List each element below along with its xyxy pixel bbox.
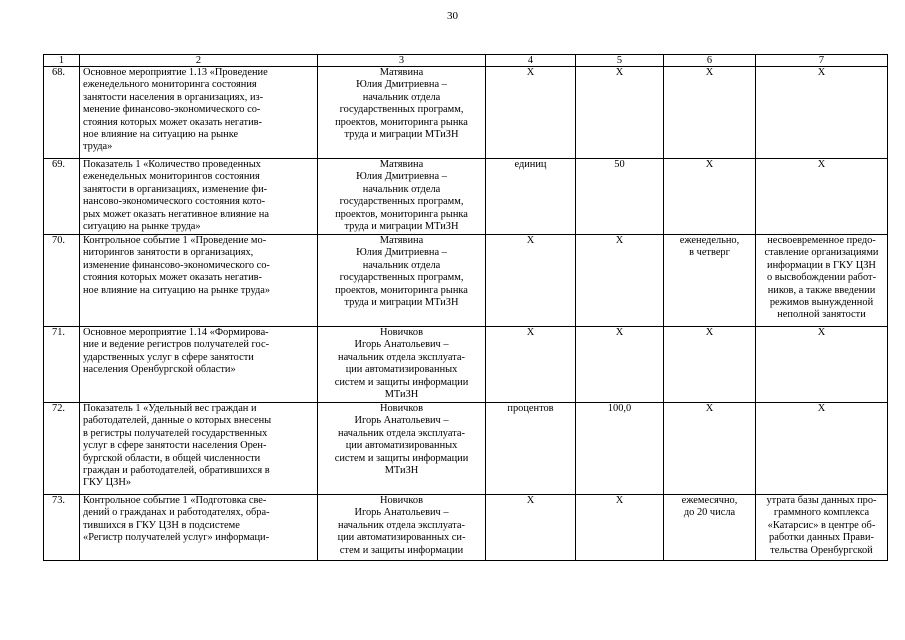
row-number: 68.	[44, 67, 80, 159]
responsible-person-cell	[318, 235, 486, 327]
responsible-person-line: труда и миграции МТиЗН	[344, 297, 459, 309]
responsible-person-line: Новичков	[379, 495, 423, 506]
deadline-line: Х	[705, 159, 714, 170]
measure-name-line: ное влияние на ситуацию на рынке труда»	[83, 284, 271, 296]
responsible-person-line: ции автоматизированных си-	[337, 532, 466, 544]
measure-name-line: стояния которых может оказать негатив-	[83, 116, 263, 128]
responsible-person-line: государственных программ,	[339, 272, 464, 284]
deadline-cell	[664, 495, 756, 561]
responsible-person-line: проектов, мониторинга рынка	[335, 116, 468, 128]
responsible-person-cell	[318, 403, 486, 495]
risk-line: Х	[817, 403, 826, 414]
table-row	[44, 495, 888, 561]
measure-name-line: Показатель 1 «Количество проведенных	[83, 159, 261, 170]
value-cell: Х	[576, 495, 664, 561]
risk-cell	[756, 403, 888, 495]
measure-name-line: нансово-экономического состояния кото-	[83, 196, 266, 208]
table-row	[44, 327, 888, 403]
responsible-person-line: начальник отдела	[362, 91, 441, 103]
deadline-line: до 20 числа	[683, 507, 736, 519]
risk-line: Х	[817, 67, 826, 78]
row-number: 71.	[44, 327, 80, 403]
risk-line: о высвобождении работ-	[766, 272, 877, 284]
responsible-person-line: МТиЗН	[384, 389, 419, 401]
responsible-person-line: Юлия Дмитриевна –	[356, 79, 447, 91]
responsible-person-cell	[318, 159, 486, 235]
risk-line: ставление организациями	[764, 247, 879, 259]
responsible-person-line: начальник отдела	[362, 183, 441, 195]
table-row	[44, 235, 888, 327]
deadline-cell	[664, 403, 756, 495]
measure-name-line: тившихся в ГКУ ЦЗН в подсистеме	[83, 519, 240, 531]
measure-name-line: еженедельных мониторингов состояния	[83, 171, 260, 183]
risk-line: неполной занятости	[777, 309, 866, 321]
risk-line: режимов вынужденной	[769, 297, 874, 309]
risk-cell	[756, 327, 888, 403]
header-col-4: 4	[486, 55, 576, 67]
responsible-person-line: Новичков	[379, 403, 423, 414]
measure-name-cell	[80, 235, 318, 327]
responsible-person-line: труда и миграции МТиЗН	[344, 129, 459, 141]
measure-name-cell	[80, 159, 318, 235]
value-cell: Х	[576, 67, 664, 159]
responsible-person-line: ции автоматизированных	[345, 440, 458, 452]
risk-line: Х	[817, 327, 826, 338]
deadline-cell	[664, 159, 756, 235]
deadline-line: в четверг	[689, 247, 730, 259]
measure-name-cell	[80, 495, 318, 561]
measure-name-line: Контрольное событие 1 «Проведение мо-	[83, 235, 267, 246]
measure-name-cell	[80, 403, 318, 495]
measure-name-line: работодателей, данные о которых внесены	[83, 415, 272, 427]
responsible-person-line: труда и миграции МТиЗН	[344, 221, 459, 233]
responsible-person-line: ции автоматизированных	[345, 364, 458, 376]
deadline-line: еженедельно,	[679, 235, 740, 246]
responsible-person-line: Новичков	[379, 327, 423, 338]
value-cell: 50	[576, 159, 664, 235]
risk-line: несвоевременное предо-	[767, 235, 876, 246]
deadline-line: Х	[705, 327, 714, 338]
risk-line: утрата базы данных про-	[766, 495, 877, 506]
risk-cell	[756, 159, 888, 235]
row-number: 72.	[44, 403, 80, 495]
measure-name-line: Контрольное событие 1 «Подготовка све-	[83, 495, 267, 506]
risk-line: ников, а также введении	[767, 284, 876, 296]
value-cell: Х	[576, 327, 664, 403]
responsible-person-line: Игорь Анатольевич –	[354, 339, 449, 351]
responsible-person-line: Игорь Анатольевич –	[354, 507, 449, 519]
responsible-person-line: Матявина	[379, 235, 424, 246]
responsible-person-cell	[318, 67, 486, 159]
responsible-person-line: проектов, мониторинга рынка	[335, 208, 468, 220]
risk-line: информации в ГКУ ЦЗН	[767, 259, 876, 271]
measure-name-line: занятости в организациях, изменение фи-	[83, 183, 268, 195]
table-row	[44, 159, 888, 235]
risk-cell	[756, 495, 888, 561]
header-col-2: 2	[80, 55, 318, 67]
unit-cell: процентов	[486, 403, 576, 495]
measure-name-line: ударственных услуг в сфере занятости	[83, 351, 254, 363]
measures-table	[43, 54, 888, 561]
value-cell: 100,0	[576, 403, 664, 495]
responsible-person-line: Юлия Дмитриевна –	[356, 247, 447, 259]
responsible-person-line: Матявина	[379, 67, 424, 78]
responsible-person-line: Юлия Дмитриевна –	[356, 171, 447, 183]
deadline-line: Х	[705, 403, 714, 414]
table-row	[44, 67, 888, 159]
risk-line: «Катарсис» в центре об-	[767, 519, 876, 531]
measure-name-line: ситуацию на рынке труда»	[83, 221, 201, 233]
measure-name-line: Основное мероприятие 1.14 «Формирова-	[83, 327, 269, 338]
measure-name-line: услуг в сфере занятости населения Орен-	[83, 440, 267, 452]
responsible-person-cell	[318, 327, 486, 403]
deadline-line: ежемесячно,	[681, 495, 738, 506]
deadline-cell	[664, 67, 756, 159]
header-col-1: 1	[44, 55, 80, 67]
risk-cell	[756, 235, 888, 327]
measure-name-line: стояния которых может оказать негатив-	[83, 272, 263, 284]
responsible-person-line: начальник отдела эксплуата-	[338, 427, 465, 439]
measure-name-line: труда»	[83, 141, 113, 153]
measure-name-line: рых может оказать негативное влияние на	[83, 208, 269, 220]
header-row	[44, 55, 888, 67]
measure-name-line: занятости населения в организациях, из-	[83, 91, 264, 103]
unit-cell: Х	[486, 235, 576, 327]
responsible-person-line: систем и защиты информации	[334, 452, 469, 464]
responsible-person-line: Матявина	[379, 159, 424, 170]
responsible-person-line: проектов, мониторинга рынка	[335, 284, 468, 296]
responsible-person-line: Игорь Анатольевич –	[354, 415, 449, 427]
measure-name-line: ние и ведение регистров получателей гос-	[83, 339, 270, 351]
header-col-7: 7	[756, 55, 888, 67]
responsible-person-line: начальник отдела эксплуата-	[338, 351, 465, 363]
deadline-cell	[664, 327, 756, 403]
measure-name-line: ниторингов занятости в организациях,	[83, 247, 254, 259]
measure-name-line: дений о гражданах и работодателях, обра-	[83, 507, 270, 519]
row-number: 70.	[44, 235, 80, 327]
value-cell: Х	[576, 235, 664, 327]
deadline-line: Х	[705, 67, 714, 78]
table-row	[44, 403, 888, 495]
measure-name-line: «Регистр получателей услуг» информаци-	[83, 532, 270, 544]
measure-name-line: в регистры получателей государственных	[83, 427, 268, 439]
header-col-6: 6	[664, 55, 756, 67]
measure-name-cell	[80, 67, 318, 159]
responsible-person-line: систем и защиты информации	[334, 376, 469, 388]
measure-name-line: менение финансово-экономического со-	[83, 104, 261, 116]
risk-cell	[756, 67, 888, 159]
measure-name-line: Основное мероприятие 1.13 «Проведение	[83, 67, 268, 78]
header-col-3: 3	[318, 55, 486, 67]
risk-line: Х	[817, 159, 826, 170]
measure-name-line: населения Оренбургской области»	[83, 364, 236, 376]
risk-line: тельства Оренбургской	[770, 544, 873, 556]
measure-name-line: ГКУ ЦЗН»	[83, 477, 132, 489]
measure-name-line: изменение финансово-экономического со-	[83, 259, 270, 271]
unit-cell: единиц	[486, 159, 576, 235]
page-number: 30	[447, 10, 458, 22]
measure-name-line: бургской области, в общей численности	[83, 452, 261, 464]
unit-cell: Х	[486, 327, 576, 403]
responsible-person-cell	[318, 495, 486, 561]
responsible-person-line: стем и защиты информации	[339, 544, 464, 556]
measure-name-line: ное влияние на ситуацию на рынке	[83, 129, 239, 141]
responsible-person-line: государственных программ,	[339, 196, 464, 208]
responsible-person-line: начальник отдела эксплуата-	[338, 519, 465, 531]
measure-name-cell	[80, 327, 318, 403]
unit-cell: Х	[486, 67, 576, 159]
risk-line: работки данных Прави-	[769, 532, 874, 544]
responsible-person-line: начальник отдела	[362, 259, 441, 271]
responsible-person-line: МТиЗН	[384, 465, 419, 477]
responsible-person-line: государственных программ,	[339, 104, 464, 116]
header-col-5: 5	[576, 55, 664, 67]
unit-cell: Х	[486, 495, 576, 561]
measure-name-line: еженедельного мониторинга состояния	[83, 79, 257, 91]
measure-name-line: граждан и работодателей, обратившихся в	[83, 465, 270, 477]
row-number: 69.	[44, 159, 80, 235]
deadline-cell	[664, 235, 756, 327]
measure-name-line: Показатель 1 «Удельный вес граждан и	[83, 403, 257, 414]
row-number: 73.	[44, 495, 80, 561]
risk-line: граммного комплекса	[773, 507, 870, 519]
